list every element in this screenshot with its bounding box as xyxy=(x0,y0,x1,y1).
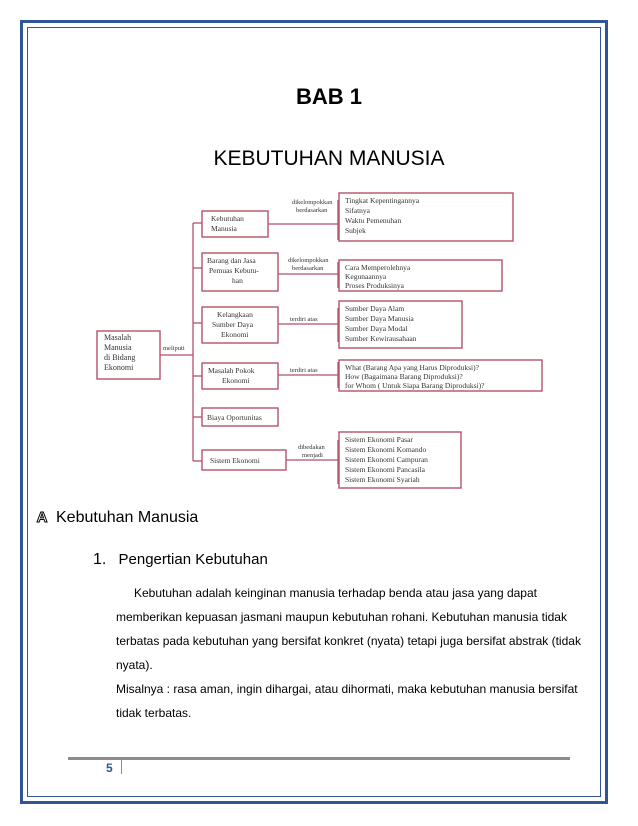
diagram-root-line: Masalah xyxy=(104,333,132,342)
diagram-connector: dikelompokkan xyxy=(292,199,333,206)
diagram-item: Sifatnya xyxy=(345,206,370,215)
diagram-branch-label: Barang dan Jasa xyxy=(207,256,256,265)
diagram-item: Sistem Ekonomi Pancasila xyxy=(345,465,425,474)
diagram-item: Sistem Ekonomi Syariah xyxy=(345,475,420,484)
section-title: Kebutuhan Manusia xyxy=(56,509,199,526)
diagram-branch-label: Ekonomi xyxy=(221,330,249,339)
diagram-item: Sistem Ekonomi Komando xyxy=(345,445,427,454)
diagram-item: Proses Produksinya xyxy=(345,281,404,290)
paragraph-line: tidak terbatas. xyxy=(116,706,192,720)
diagram-connector: dibedakan xyxy=(298,444,325,451)
diagram-item: Subjek xyxy=(345,226,366,235)
paragraph-line: memberikan kepuasan jasmani maupun kebutuhan rohani. Kebutuhan manusia tidak xyxy=(116,610,567,624)
diagram-item: Sistem Ekonomi Pasar xyxy=(345,435,413,444)
diagram-item: Sumber Daya Alam xyxy=(345,304,405,313)
diagram-connector: dikelompokkan xyxy=(288,257,329,264)
paragraph-line: nyata). xyxy=(116,658,153,672)
diagram-branch-label: Masalah Pokok xyxy=(208,366,255,375)
diagram-item: Cara Memperolehnya xyxy=(345,263,411,272)
subsection-number: 1. xyxy=(93,551,107,568)
diagram-branch-label: Biaya Oportunitas xyxy=(207,413,262,422)
diagram-item: Tingkat Kepentingannya xyxy=(345,196,420,205)
paragraph-line: terbatas pada kebutuhan yang bersifat konkret (nyata) tetapi juga bersifat abstrak (tidak xyxy=(116,634,581,648)
diagram-branch-label: Kebutuhan xyxy=(211,214,244,223)
diagram-item: What (Barang Apa yang Harus Diproduksi)? xyxy=(345,363,479,372)
diagram-branch-label: Kelangkaan xyxy=(217,310,253,319)
diagram-item: Sumber Daya Manusia xyxy=(345,314,414,323)
diagram-item: Sumber Kewirausahaan xyxy=(345,334,417,343)
section-heading xyxy=(34,509,198,527)
diagram-item: Sumber Daya Modal xyxy=(345,324,408,333)
subsection-heading xyxy=(93,551,268,569)
diagram-connector: terdiri atas xyxy=(290,316,318,323)
footer-rule xyxy=(68,757,570,760)
diagram-connector: berdasarkan xyxy=(292,265,324,272)
diagram-item: How (Bagaimana Barang Diproduksi)? xyxy=(345,372,463,381)
page-number: 5 xyxy=(106,761,113,775)
diagram-branch-label: Sistem Ekonomi xyxy=(210,456,260,465)
diagram-root-line: Manusia xyxy=(104,343,132,352)
diagram-root-line: Ekonomi xyxy=(104,363,134,372)
diagram-branch-label: Ekonomi xyxy=(222,376,250,385)
diagram-item: Waktu Pemenuhan xyxy=(345,216,402,225)
diagram-branch-label: han xyxy=(232,276,243,285)
diagram-branch-label: Sumber Daya xyxy=(212,320,254,329)
diagram-branch-label: Pemuas Kebutu- xyxy=(209,266,259,275)
diagram-item: for Whom ( Untuk Siapa Barang Diproduksi)? xyxy=(345,381,485,390)
chapter-title: BAB 1 xyxy=(295,84,362,109)
diagram-root-line: di Bidang xyxy=(104,353,136,362)
paragraph-line: Kebutuhan adalah keinginan manusia terhadap benda atau jasa yang dapat xyxy=(134,586,537,600)
diagram-root-connector: meliputi xyxy=(163,345,185,352)
footer-separator xyxy=(121,760,122,774)
diagram-connector: terdiri atas xyxy=(290,367,318,374)
diagram-item: Sistem Ekonomi Campuran xyxy=(345,455,428,464)
chapter-heading: KEBUTUHAN MANUSIA xyxy=(213,147,445,170)
subsection-title: Pengertian Kebutuhan xyxy=(118,551,268,568)
diagram-connector: menjadi xyxy=(302,452,323,459)
diagram-branch-label: Manusia xyxy=(211,224,237,233)
diagram-item: Kegunaannya xyxy=(345,272,387,281)
letter-a-icon: A xyxy=(36,509,48,526)
paragraph-line: Misalnya : rasa aman, ingin dihargai, atau dihormati, maka kebutuhan manusia bersifat xyxy=(116,682,578,696)
diagram-connector: berdasarkan xyxy=(296,207,328,214)
